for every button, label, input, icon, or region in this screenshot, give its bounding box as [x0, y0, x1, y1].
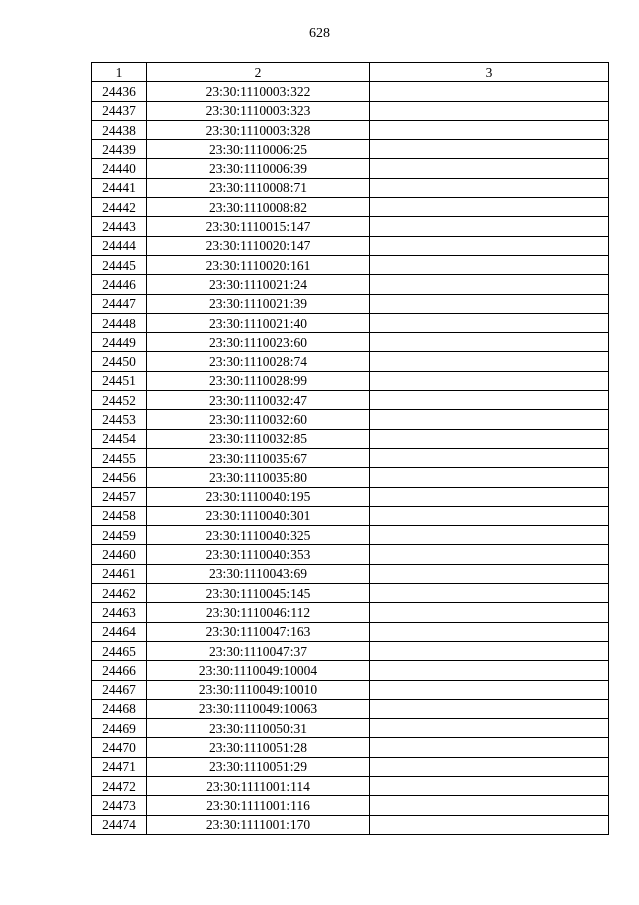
row-number-cell: 24469 — [92, 719, 147, 738]
row-number-cell: 24459 — [92, 526, 147, 545]
table-header-row — [92, 63, 609, 82]
notes-cell — [370, 255, 609, 274]
notes-cell — [370, 352, 609, 371]
notes-cell — [370, 313, 609, 332]
table-row — [92, 391, 609, 410]
table-row — [92, 120, 609, 139]
cadastral-number-cell: 23:30:1110006:39 — [147, 159, 370, 178]
cadastral-number-cell: 23:30:1110003:323 — [147, 101, 370, 120]
notes-cell — [370, 140, 609, 159]
notes-cell — [370, 680, 609, 699]
row-number-cell: 24446 — [92, 275, 147, 294]
table-row — [92, 796, 609, 815]
notes-cell — [370, 661, 609, 680]
cadastral-number-cell: 23:30:1110047:37 — [147, 641, 370, 660]
cadastral-number-cell: 23:30:1110003:322 — [147, 82, 370, 101]
notes-cell — [370, 699, 609, 718]
row-number-cell: 24461 — [92, 564, 147, 583]
notes-cell — [370, 159, 609, 178]
cadastral-number-cell: 23:30:1110006:25 — [147, 140, 370, 159]
row-number-cell: 24451 — [92, 371, 147, 390]
table-row — [92, 448, 609, 467]
cadastral-number-cell: 23:30:1110028:99 — [147, 371, 370, 390]
notes-cell — [370, 622, 609, 641]
cadastral-number-cell: 23:30:1110049:10010 — [147, 680, 370, 699]
table-row — [92, 82, 609, 101]
notes-cell — [370, 641, 609, 660]
table-row — [92, 101, 609, 120]
notes-cell — [370, 545, 609, 564]
row-number-cell: 24462 — [92, 584, 147, 603]
table-row — [92, 140, 609, 159]
table-row — [92, 468, 609, 487]
row-number-cell: 24444 — [92, 236, 147, 255]
row-number-cell: 24454 — [92, 429, 147, 448]
cadastral-number-cell: 23:30:1110040:353 — [147, 545, 370, 564]
table-row — [92, 487, 609, 506]
cadastral-number-cell: 23:30:1110021:40 — [147, 313, 370, 332]
cadastral-number-cell: 23:30:1110032:60 — [147, 410, 370, 429]
cadastral-number-cell: 23:30:1110047:163 — [147, 622, 370, 641]
notes-cell — [370, 275, 609, 294]
notes-cell — [370, 101, 609, 120]
notes-cell — [370, 429, 609, 448]
table-row — [92, 371, 609, 390]
cadastral-number-cell: 23:30:1110008:82 — [147, 198, 370, 217]
row-number-cell: 24442 — [92, 198, 147, 217]
cadastral-number-cell: 23:30:1110008:71 — [147, 178, 370, 197]
table-row — [92, 294, 609, 313]
cadastral-table — [91, 62, 609, 835]
table-row — [92, 584, 609, 603]
cadastral-number-cell: 23:30:1110040:325 — [147, 526, 370, 545]
notes-cell — [370, 815, 609, 834]
cadastral-number-cell: 23:30:1111001:170 — [147, 815, 370, 834]
row-number-cell: 24467 — [92, 680, 147, 699]
notes-cell — [370, 796, 609, 815]
cadastral-number-cell: 23:30:1110028:74 — [147, 352, 370, 371]
table-row — [92, 313, 609, 332]
notes-cell — [370, 738, 609, 757]
table-row — [92, 333, 609, 352]
cadastral-number-cell: 23:30:1110046:112 — [147, 603, 370, 622]
cadastral-number-cell: 23:30:1110020:147 — [147, 236, 370, 255]
row-number-cell: 24468 — [92, 699, 147, 718]
row-number-cell: 24445 — [92, 255, 147, 274]
row-number-cell: 24470 — [92, 738, 147, 757]
cadastral-number-cell: 23:30:1110051:28 — [147, 738, 370, 757]
notes-cell — [370, 391, 609, 410]
row-number-cell: 24453 — [92, 410, 147, 429]
notes-cell — [370, 468, 609, 487]
row-number-cell: 24472 — [92, 776, 147, 795]
table-row — [92, 159, 609, 178]
page-number: 628 — [309, 26, 330, 41]
row-number-cell: 24436 — [92, 82, 147, 101]
row-number-cell: 24458 — [92, 506, 147, 525]
row-number-cell: 24464 — [92, 622, 147, 641]
notes-cell — [370, 198, 609, 217]
row-number-cell: 24460 — [92, 545, 147, 564]
table-row — [92, 506, 609, 525]
row-number-cell: 24457 — [92, 487, 147, 506]
table-row — [92, 255, 609, 274]
row-number-cell: 24450 — [92, 352, 147, 371]
table-row — [92, 641, 609, 660]
cadastral-number-cell: 23:30:1110050:31 — [147, 719, 370, 738]
cadastral-number-cell: 23:30:1110043:69 — [147, 564, 370, 583]
row-number-cell: 24463 — [92, 603, 147, 622]
cadastral-number-cell: 23:30:1110015:147 — [147, 217, 370, 236]
table-row — [92, 275, 609, 294]
row-number-cell: 24474 — [92, 815, 147, 834]
row-number-cell: 24452 — [92, 391, 147, 410]
cadastral-number-cell: 23:30:1110049:10063 — [147, 699, 370, 718]
table-row — [92, 603, 609, 622]
notes-cell — [370, 371, 609, 390]
notes-cell — [370, 410, 609, 429]
notes-cell — [370, 719, 609, 738]
cadastral-number-cell: 23:30:1110021:24 — [147, 275, 370, 294]
cadastral-number-cell: 23:30:1110035:67 — [147, 448, 370, 467]
notes-cell — [370, 236, 609, 255]
row-number-cell: 24471 — [92, 757, 147, 776]
table-row — [92, 719, 609, 738]
row-number-cell: 24437 — [92, 101, 147, 120]
row-number-cell: 24465 — [92, 641, 147, 660]
table-row — [92, 352, 609, 371]
table-body — [92, 82, 609, 835]
cadastral-number-cell: 23:30:1110040:301 — [147, 506, 370, 525]
row-number-cell: 24448 — [92, 313, 147, 332]
table-row — [92, 776, 609, 795]
row-number-cell: 24473 — [92, 796, 147, 815]
column-header-1: 1 — [92, 63, 147, 82]
table-row — [92, 178, 609, 197]
column-header-2: 2 — [147, 63, 370, 82]
row-number-cell: 24443 — [92, 217, 147, 236]
notes-cell — [370, 603, 609, 622]
table-row — [92, 680, 609, 699]
cadastral-number-cell: 23:30:1110021:39 — [147, 294, 370, 313]
table-row — [92, 815, 609, 834]
notes-cell — [370, 776, 609, 795]
table-row — [92, 526, 609, 545]
row-number-cell: 24440 — [92, 159, 147, 178]
table-row — [92, 236, 609, 255]
row-number-cell: 24449 — [92, 333, 147, 352]
table-row — [92, 564, 609, 583]
cadastral-number-cell: 23:30:1110032:85 — [147, 429, 370, 448]
cadastral-number-cell: 23:30:1110051:29 — [147, 757, 370, 776]
notes-cell — [370, 584, 609, 603]
cadastral-number-cell: 23:30:1110049:10004 — [147, 661, 370, 680]
cadastral-number-cell: 23:30:1110032:47 — [147, 391, 370, 410]
table-row — [92, 198, 609, 217]
notes-cell — [370, 448, 609, 467]
notes-cell — [370, 217, 609, 236]
row-number-cell: 24456 — [92, 468, 147, 487]
notes-cell — [370, 487, 609, 506]
notes-cell — [370, 333, 609, 352]
notes-cell — [370, 506, 609, 525]
table-row — [92, 622, 609, 641]
notes-cell — [370, 564, 609, 583]
cadastral-number-cell: 23:30:1110045:145 — [147, 584, 370, 603]
table-row — [92, 217, 609, 236]
row-number-cell: 24438 — [92, 120, 147, 139]
row-number-cell: 24466 — [92, 661, 147, 680]
row-number-cell: 24447 — [92, 294, 147, 313]
cadastral-number-cell: 23:30:1110040:195 — [147, 487, 370, 506]
cadastral-number-cell: 23:30:1111001:116 — [147, 796, 370, 815]
table-row — [92, 410, 609, 429]
notes-cell — [370, 757, 609, 776]
table-row — [92, 699, 609, 718]
cadastral-number-cell: 23:30:1110020:161 — [147, 255, 370, 274]
notes-cell — [370, 82, 609, 101]
row-number-cell: 24439 — [92, 140, 147, 159]
notes-cell — [370, 526, 609, 545]
table-row — [92, 738, 609, 757]
notes-cell — [370, 178, 609, 197]
cadastral-number-cell: 23:30:1110035:80 — [147, 468, 370, 487]
row-number-cell: 24455 — [92, 448, 147, 467]
table-row — [92, 661, 609, 680]
notes-cell — [370, 120, 609, 139]
notes-cell — [370, 294, 609, 313]
cadastral-number-cell: 23:30:1111001:114 — [147, 776, 370, 795]
column-header-3: 3 — [370, 63, 609, 82]
row-number-cell: 24441 — [92, 178, 147, 197]
table-row — [92, 545, 609, 564]
cadastral-number-cell: 23:30:1110003:328 — [147, 120, 370, 139]
table-row — [92, 757, 609, 776]
cadastral-number-cell: 23:30:1110023:60 — [147, 333, 370, 352]
table-row — [92, 429, 609, 448]
